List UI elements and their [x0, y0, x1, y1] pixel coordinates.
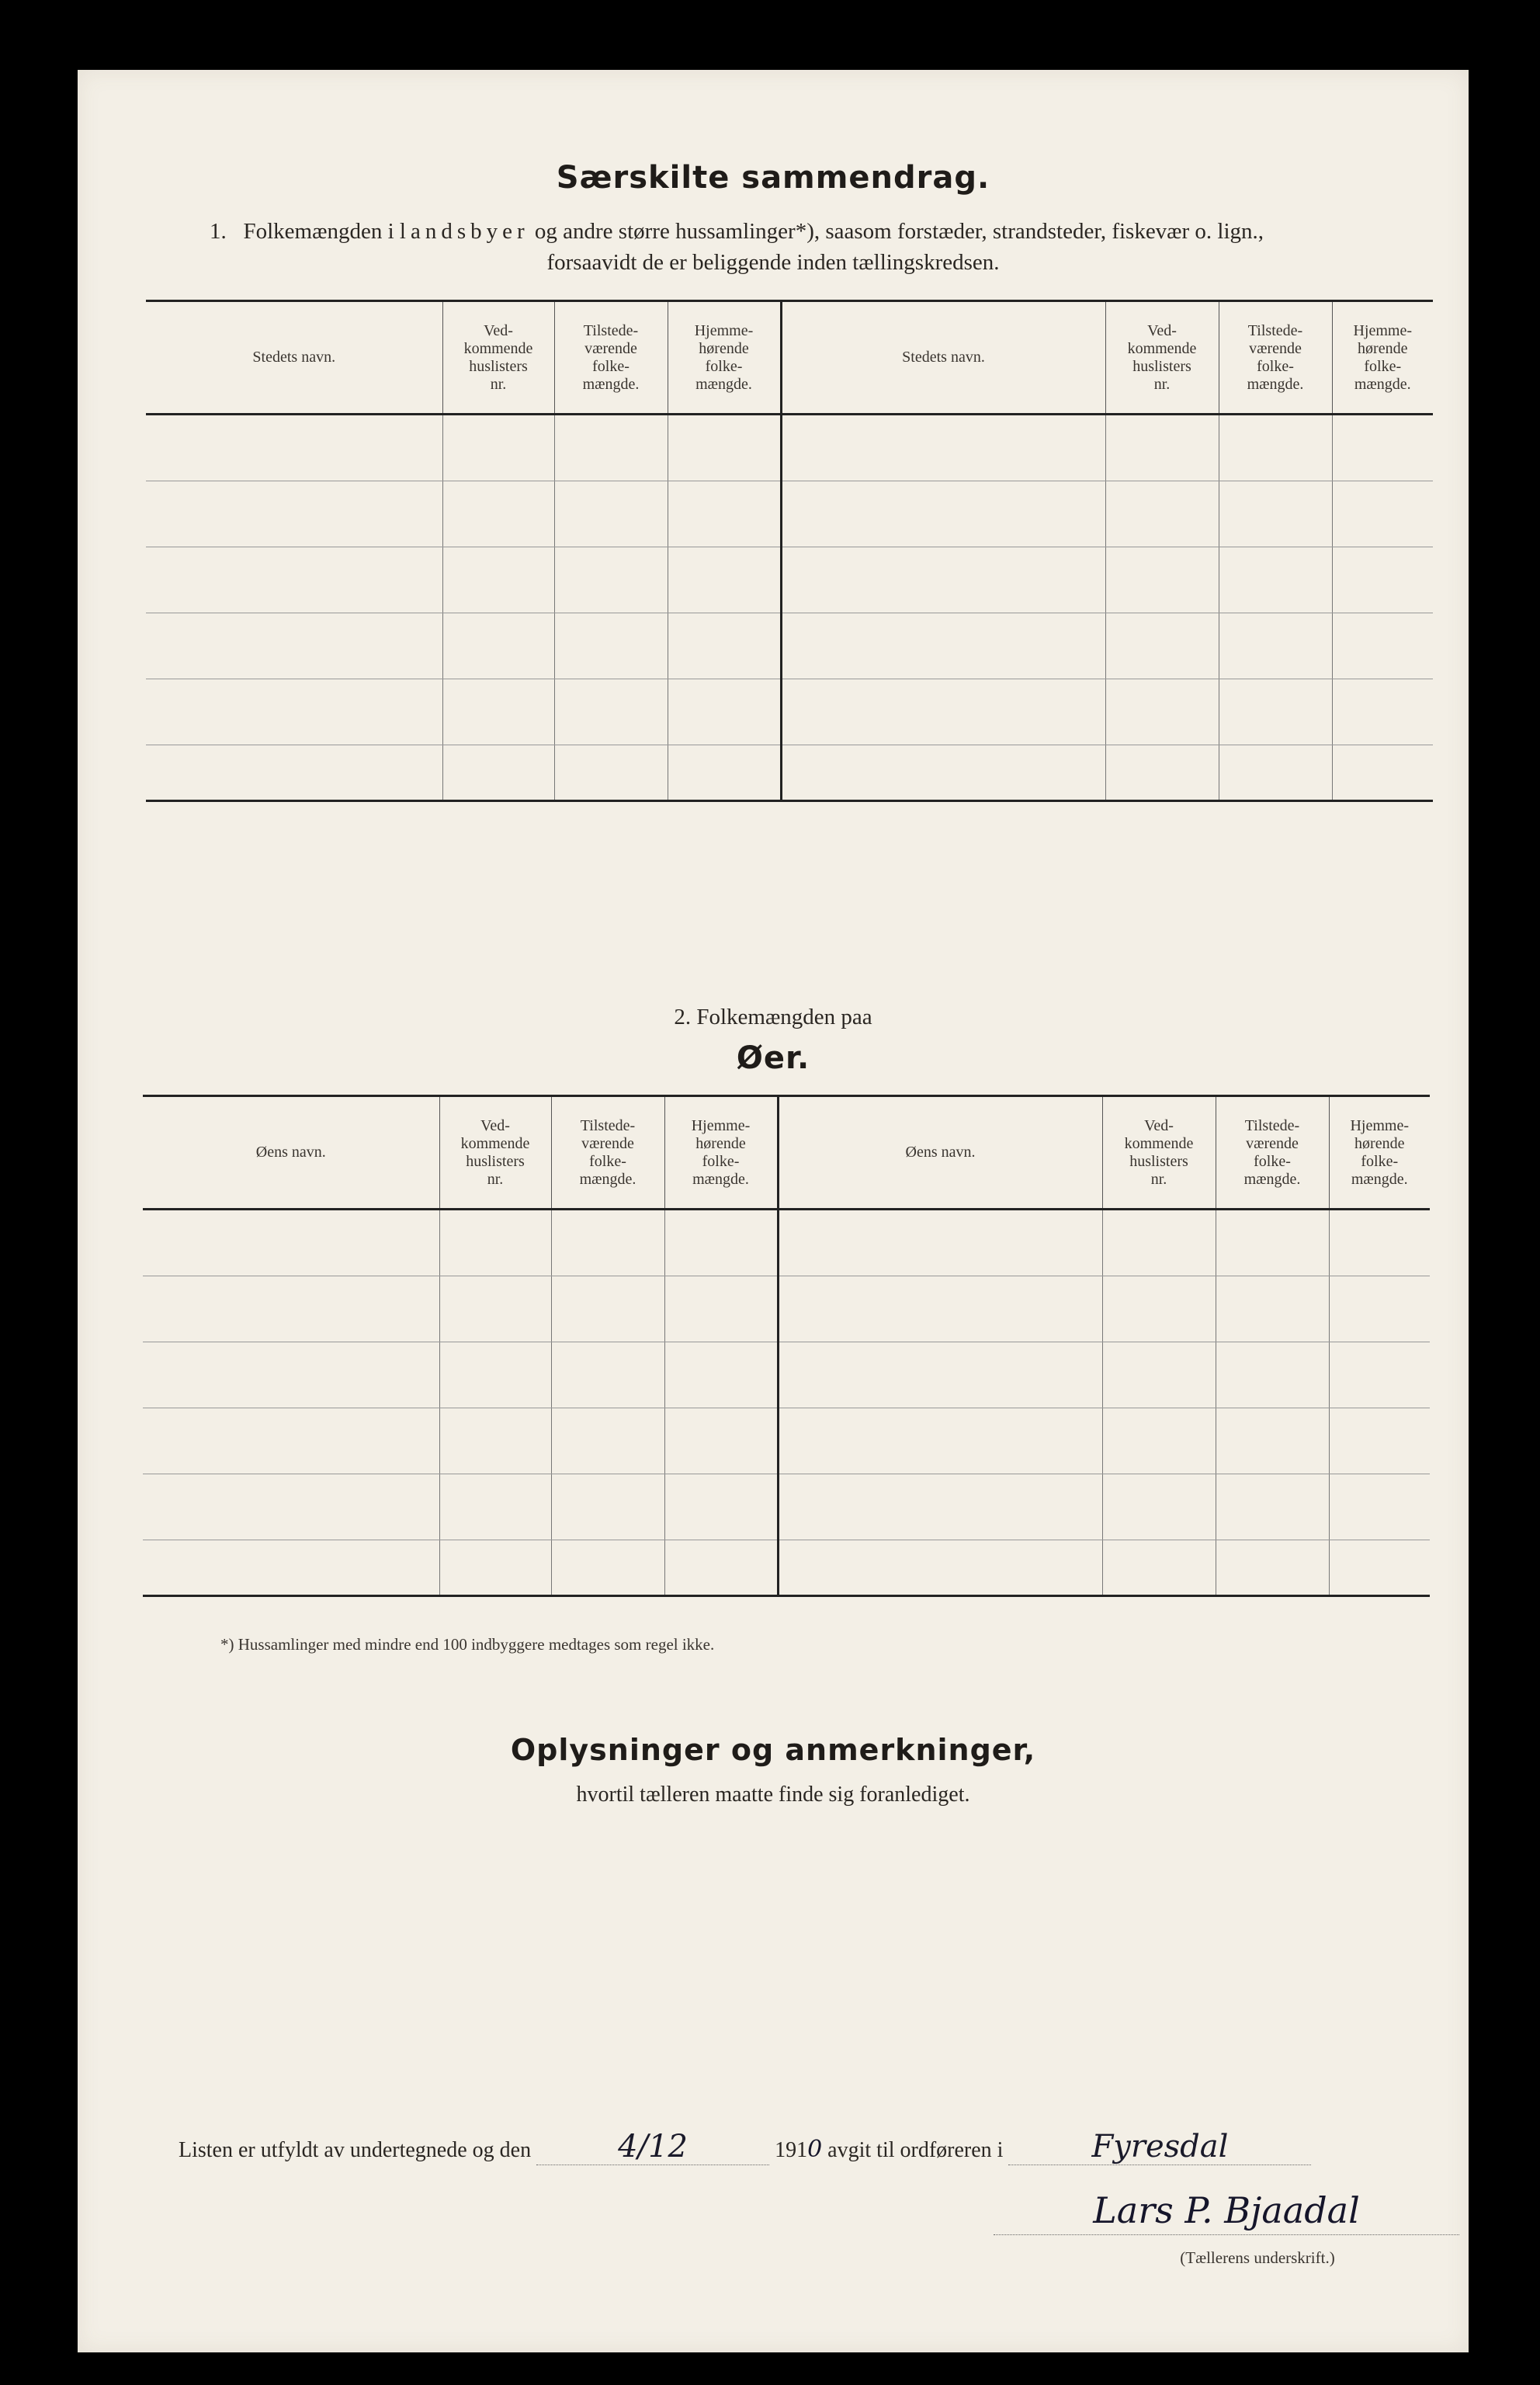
table-row [143, 1276, 1430, 1342]
footnote: *) Hussamlinger med mindre end 100 indbyggere medtages som regel ikke. [220, 1635, 715, 1654]
table-row [146, 613, 1433, 679]
signer-signature[interactable]: Lars P. Bjaadal [994, 2189, 1459, 2235]
col-header: Hjemme- hørende folke- mængde. [1332, 301, 1433, 415]
section2-title: Øer. [736, 1040, 810, 1076]
section1-number: 1. [210, 219, 227, 244]
signature-line [179, 2129, 1311, 2165]
census-form-page [78, 70, 1469, 2352]
col-header: Ved- kommende huslisters nr. [439, 1096, 551, 1210]
table-row [146, 481, 1433, 547]
table-row [143, 1408, 1430, 1474]
table-row [146, 679, 1433, 745]
col-header: Ved- kommende huslisters nr. [442, 301, 554, 415]
col-header: Øens navn. [143, 1096, 439, 1210]
municipality-field[interactable]: Fyresdal [1008, 2129, 1311, 2165]
table-row [143, 1540, 1430, 1596]
col-header: Hjemme- hørende folke- mængde. [1329, 1096, 1430, 1210]
remarks-subtitle: hvortil tælleren maatte finde sig foranlediget. [576, 1783, 970, 1807]
col-header: Tilstede- værende folke- mængde. [1216, 1096, 1329, 1210]
table-row [146, 415, 1433, 481]
section2-intro: 2. Folkemængden paa [674, 1005, 872, 1029]
col-header: Tilstede- værende folke- mængde. [1219, 301, 1332, 415]
table-row [143, 1342, 1430, 1408]
table-oer [143, 1095, 1430, 1597]
col-header: Tilstede- værende folke- mængde. [554, 301, 668, 415]
table-row [143, 1474, 1430, 1540]
col-header: Ved- kommende huslisters nr. [1105, 301, 1219, 415]
col-header: Stedets navn. [146, 301, 442, 415]
col-header: Ved- kommende huslisters nr. [1102, 1096, 1216, 1210]
remarks-title: Oplysninger og anmerkninger, [510, 1733, 1036, 1767]
col-header: Øens navn. [778, 1096, 1102, 1210]
table-row [143, 1210, 1430, 1276]
table-landsbyer [146, 300, 1433, 802]
signature-text-a: Listen er utfyldt av undertegnede og den [179, 2138, 532, 2162]
year-digit[interactable]: 0 [807, 2136, 823, 2163]
section1-intro [210, 219, 1405, 245]
signature-text-b: avgit til ordføreren i [827, 2138, 1004, 2162]
section1-text-spaced: landsbyer [399, 219, 529, 244]
section1-text-b: og andre større hussamlinger*), saasom forstæder, strandsteder, fiskevær o. lign., [534, 219, 1264, 244]
col-header: Hjemme- hørende folke- mængde. [664, 1096, 778, 1210]
section1-intro-line2: forsaavidt de er beliggende inden tællingskredsen. [546, 250, 1000, 275]
signature-caption: (Tællerens underskrift.) [1180, 2248, 1335, 2267]
section1-text-a: Folkemængden i [243, 219, 394, 244]
section-title: Særskilte sammendrag. [556, 160, 990, 196]
col-header: Tilstede- værende folke- mængde. [551, 1096, 664, 1210]
table-row [146, 547, 1433, 613]
col-header: Stedets navn. [781, 301, 1105, 415]
col-header: Hjemme- hørende folke- mængde. [668, 301, 781, 415]
date-field[interactable]: 4/12 [536, 2129, 769, 2165]
year-prefix: 191 [775, 2138, 808, 2162]
table-row [146, 745, 1433, 801]
